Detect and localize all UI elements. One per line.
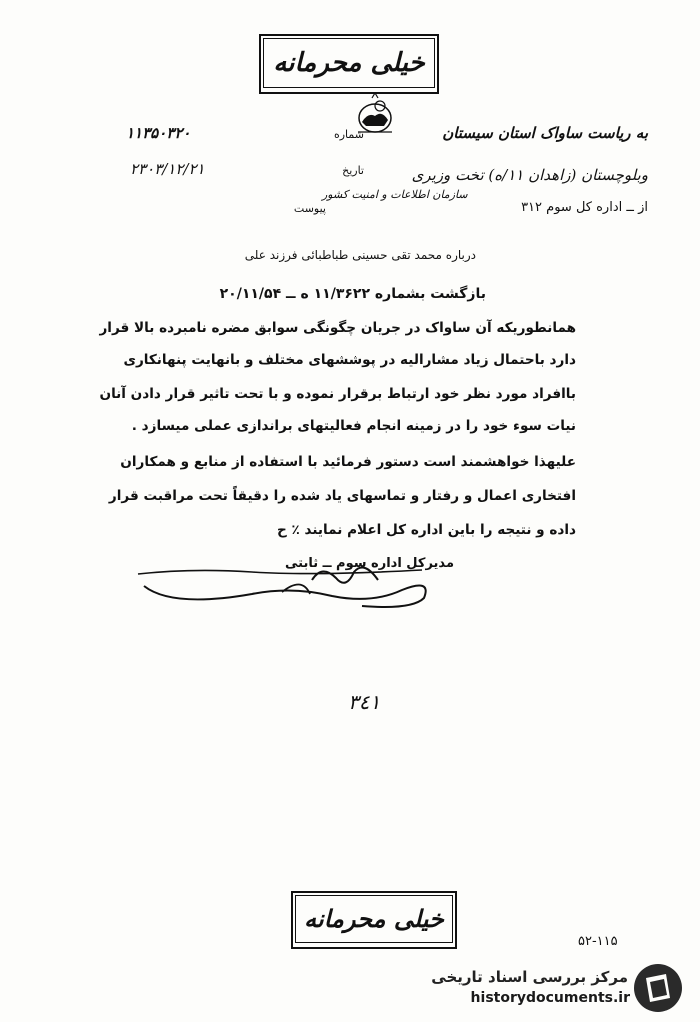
- body-line: داده و نتیجه را باین اداره کل اعلام نمایند ٪ ح: [276, 522, 576, 538]
- top-classification-stamp: [259, 34, 439, 94]
- recipient-line-2: وبلوچستان (زاهدان ۱۱/ه) تخت وزیری: [411, 166, 648, 184]
- recipient-line-1: به ریاست ساواک استان سیستان: [442, 124, 648, 142]
- body-line: علیهذا خواهشمند است دستور فرمائید با استفاده از منابع و همکاران: [120, 454, 576, 470]
- watermark-url: historydocuments.ir: [470, 990, 630, 1006]
- handwritten-signature: [132, 550, 442, 610]
- number-value: ۱۱۳۵۰۳۲۰: [126, 124, 191, 142]
- top-classification-text: خیلی محرمانه: [263, 38, 435, 88]
- archive-logo-icon: [630, 960, 686, 1016]
- watermark-title: مرکز بررسی اسناد تاریخی: [431, 968, 628, 986]
- bottom-classification-stamp: [291, 891, 457, 949]
- handwritten-page-number: ٣٤١: [348, 690, 381, 714]
- date-value: ۲۳۰۳/۱۲/۲۱: [130, 160, 205, 178]
- attachment-label: پیوست: [293, 202, 326, 215]
- security-office-note: سازمان اطلاعات و امنیت کشور: [322, 188, 468, 201]
- body-line: دارد باحتمال زیاد مشارالیه در پوششهای مختلف و بانهایت پنهانکاری: [123, 352, 576, 368]
- number-label: شماره: [333, 128, 364, 141]
- date-label: تاریخ: [342, 164, 364, 177]
- body-line: افتخاری اعمال و رفتار و تماسهای یاد شده را دقیقاً تحت مراقبت قرار: [108, 488, 576, 504]
- body-line: باافراد مورد نظر خود ارتباط برقرار نموده و با تحت تاثیر قرار دادن آنان: [99, 386, 576, 402]
- letter-reference: بازگشت بشماره ۱۱/۳۶۲۲ ه ــ ۲۰/۱۱/۵۴: [219, 286, 486, 302]
- signer-title: مدیرکل اداره سوم ــ ثابتی: [285, 556, 454, 571]
- body-line: نیات سوء خود را در زمینه انجام فعالیتهای براندازی عملی میسازد .: [131, 418, 576, 434]
- body-line: همانطوریکه آن ساواک در جریان چگونگی سوابق مضره نامبرده بالا قرار: [99, 320, 576, 336]
- document-code: ۵۲-۱۱۵: [578, 934, 618, 949]
- bottom-classification-text: خیلی محرمانه: [295, 895, 453, 943]
- letter-subject: درباره محمد تقی حسینی طباطبائی فرزند علی: [244, 248, 476, 262]
- sender-line: از ــ اداره کل سوم ۳۱۲: [521, 200, 648, 215]
